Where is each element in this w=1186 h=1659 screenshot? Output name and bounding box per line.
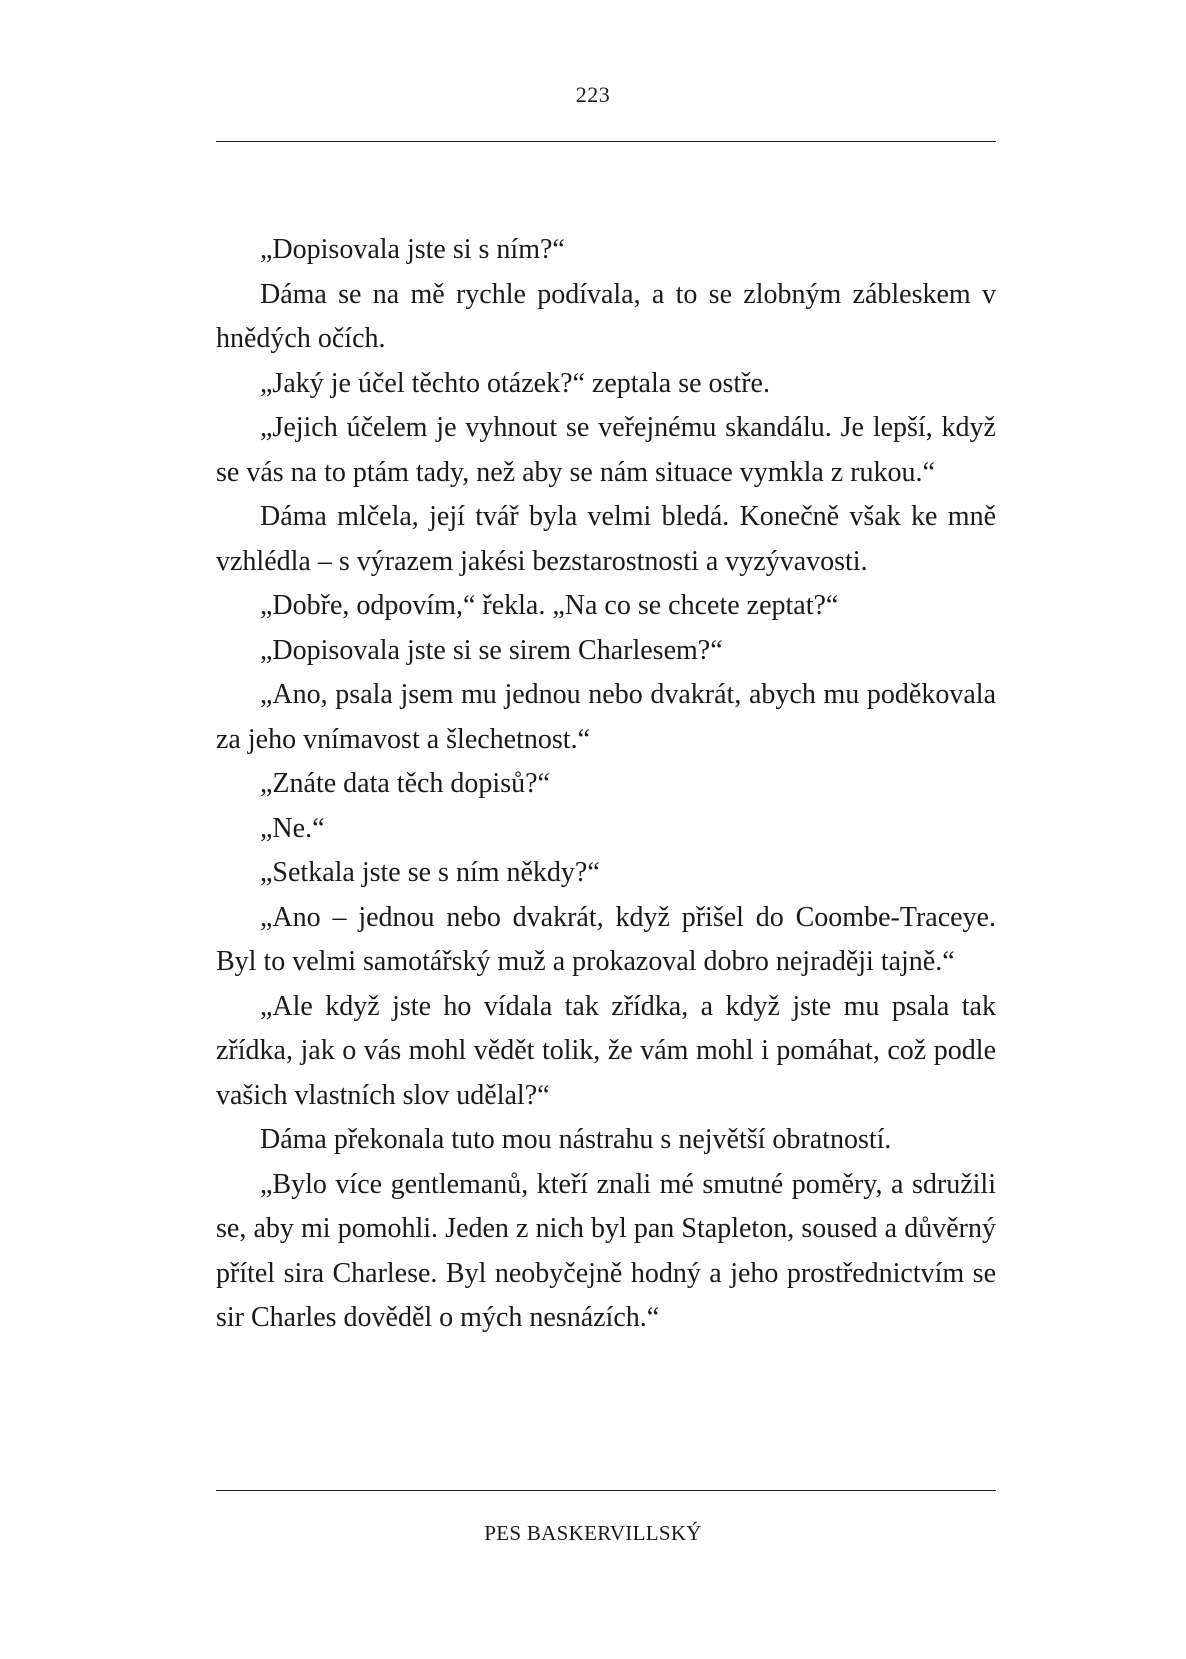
- paragraph: „Ale když jste ho vídala tak zřídka, a když jste mu psala tak zřídka, jak o vás mohl vědět tolik, že vám mohl i pomáhat, což podle vašich vlastních slov udělal?“: [216, 990, 996, 1111]
- page-number: 223: [575, 82, 611, 107]
- running-footer-title: PES BASKERVILLSKÝ: [484, 1521, 702, 1545]
- paragraph: „Setkala jste se s ním někdy?“: [260, 857, 600, 888]
- footer-divider: [216, 1490, 996, 1491]
- paragraph: Dáma se na mě rychle podívala, a to se zlobným zábleskem v hnědých očích.: [216, 278, 996, 354]
- paragraph: „Dopisovala jste si s ním?“: [260, 234, 565, 265]
- paragraph: Dáma mlčela, její tvář byla velmi bledá. Konečně však ke mně vzhlédla – s výrazem jakési bezstarostnosti a vyzývavosti.: [216, 501, 996, 577]
- paragraph: „Bylo více gentlemanů, kteří znali mé smutné poměry, a sdružili se, aby mi pomohli. Jeden z nich byl pan Stapleton, soused a důvěrný přítel sira Charlese. Byl neobyčejně hodný a jeho prostřednictvím se sir Charles dověděl o mých nesnázích.“: [216, 1168, 996, 1333]
- paragraph: „Ano, psala jsem mu jednou nebo dvakrát, abych mu poděkovala za jeho vnímavost a šlechetnost.“: [216, 679, 996, 755]
- paragraph: „Jaký je účel těchto otázek?“ zeptala se ostře.: [260, 367, 770, 399]
- paragraph: „Znáte data těch dopisů?“: [260, 768, 550, 799]
- paragraph: „Ne.“: [260, 812, 325, 844]
- body-text: [216, 228, 996, 1341]
- header-divider: [216, 141, 996, 142]
- paragraph: Dáma překonala tuto mou nástrahu s největší obratností.: [260, 1124, 892, 1155]
- paragraph: „Ano – jednou nebo dvakrát, když přišel do Coombe-Traceye. Byl to velmi samotářský muž a prokazoval dobro nejraději tajně.“: [216, 901, 996, 977]
- paragraph: „Dobře, odpovím,“ řekla. „Na co se chcete zeptat?“: [260, 590, 839, 621]
- paragraph: „Dopisovala jste si se sirem Charlesem?“: [260, 634, 723, 666]
- paragraph: „Jejich účelem je vyhnout se veřejnému skandálu. Je lepší, když se vás na to ptám tady, než aby se nám situace vymkla z rukou.“: [216, 412, 996, 488]
